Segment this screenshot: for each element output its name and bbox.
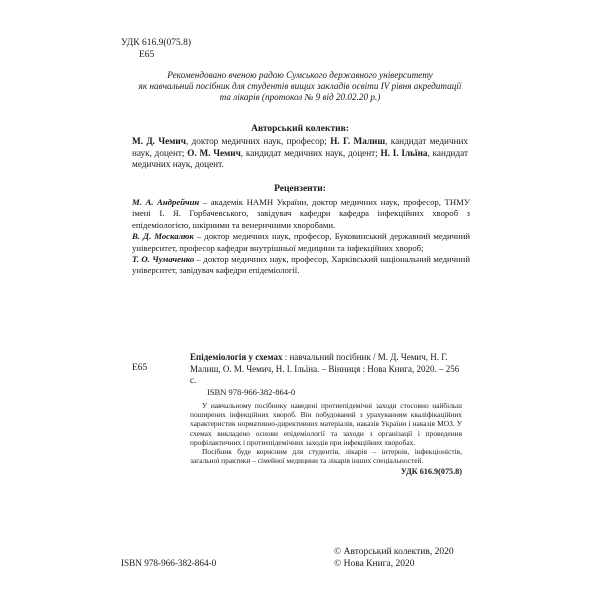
- reviewer-desc: – доктор медичних наук, професор, Харківський національний медичний університет, завідувач кафедри епідеміології.: [132, 254, 470, 276]
- udk-bold-code: УДК 616.9(075.8): [400, 467, 462, 476]
- abstract-paragraph: Посібник буде корисним для студентів, лікарів – інтернів, інфекціоністів, загальної практики – сімейної медицини та лікарів інших спеціальностей.: [190, 447, 462, 466]
- reviewer-entry: [132, 254, 470, 277]
- abstract-paragraph: У навчальному посібнику наведені протиепідемічні заходи стосовно найбільш поширених інфекційних хвороб. Він побудований з урахуванням кваліфікаційних характеристик нормативно-директивних матеріалів, наказів України і наказів МОЗ. У схемах викладено основи епідеміології та заходи з організації і проведення профілактичних і протиепідемічних заходів при інфекційних хворобах.: [190, 401, 462, 447]
- reviewer-name: Т. О. Чумаченко: [132, 254, 195, 265]
- copyright-line: © Авторський колектив, 2020: [334, 547, 454, 557]
- reviewers-heading: Рецензенти:: [274, 184, 326, 194]
- reviewer-entry: [132, 197, 470, 231]
- book-description: : навчальний посібник / М. Д. Чемич, Н. Г. Малиш, О. М. Чемич, Н. І. Ільїна. – Вінниця : Нова Книга, 2020. – 256 с.: [190, 352, 460, 385]
- library-code: Е65: [139, 50, 155, 60]
- reviewer-desc: – академік НАМН України, доктор медичних наук, професор, ТНМУ імені І. Я. Горбачевського, завідувач кафедри кафедра інфекційних хвороб з епідеміологією, шкірними та венеричними хворобами.: [132, 197, 471, 230]
- copyright-line: © Нова Книга, 2020: [334, 558, 415, 569]
- author-desc: , кандидат медичних наук, доцент;: [132, 136, 468, 158]
- authors-list: [132, 136, 468, 171]
- udk-code: УДК 616.9(075.8): [121, 38, 192, 48]
- recommendation-line: та лікарів (протокол № 9 від 20.02.20 р.): [219, 92, 381, 103]
- reviewer-desc: – доктор медичних наук, професор, Буковинський державний медичний університет, професор кафедри внутрішньої медицини та інфекційних хвороб;: [132, 231, 471, 253]
- author-name: Н. І. Ільїна: [380, 147, 428, 158]
- author-name: Н. Г. Малиш: [330, 136, 386, 146]
- catalog-code: Е65: [132, 363, 148, 373]
- copyright: [334, 547, 454, 570]
- recommendation-line: Рекомендовано вченою радою Сумського державного університету: [167, 70, 433, 80]
- abstract: [190, 401, 462, 465]
- authors-heading: Авторський колектив:: [251, 124, 349, 134]
- reviewer-name: В. Д. Москалюк: [132, 231, 194, 242]
- author-name: О. М. Чемич: [187, 147, 241, 158]
- recommendation: [100, 70, 500, 104]
- recommendation-line: як навчальний посібник для студентів вищих закладів освіти IV рівня акредитації: [138, 81, 462, 92]
- author-name: М. Д. Чемич: [132, 136, 186, 146]
- reviewer-name: М. А. Андрейчин: [132, 197, 200, 207]
- isbn: ISBN 978-966-382-864-0: [121, 558, 217, 568]
- author-desc: , доктор медичних наук, професор;: [185, 136, 331, 146]
- author-desc: , кандидат медичних наук, доцент.: [132, 147, 468, 169]
- reviewers-list: [132, 197, 470, 277]
- reviewer-entry: [132, 231, 470, 254]
- author-desc: , кандидат медичних наук, доцент;: [240, 147, 381, 158]
- catalog-isbn: ISBN 978-966-382-864-0: [207, 387, 296, 397]
- catalog-card: [190, 352, 462, 387]
- book-title: Епідеміологія у схемах: [190, 352, 283, 362]
